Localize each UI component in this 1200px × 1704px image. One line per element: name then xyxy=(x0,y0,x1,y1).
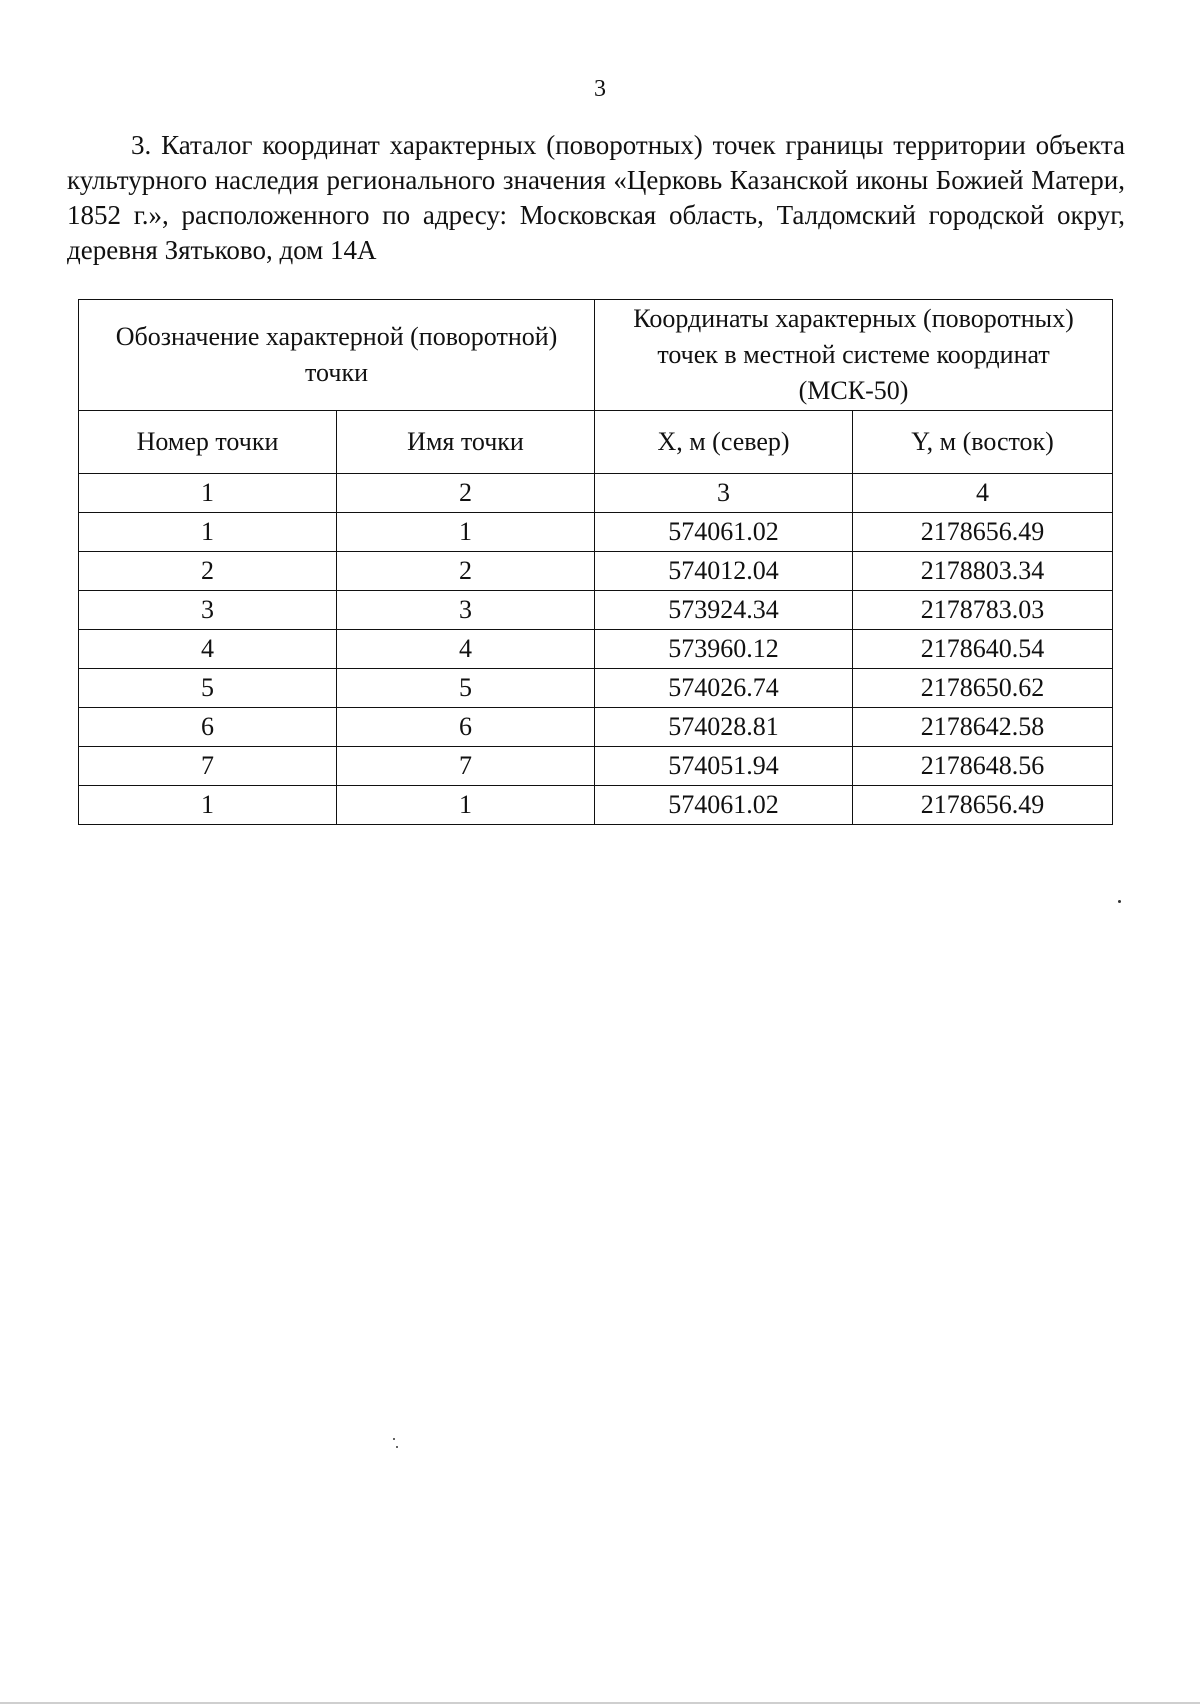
page-number: 3 xyxy=(594,76,606,102)
cell-point-name: 5 xyxy=(337,669,595,708)
cell-point-number: 7 xyxy=(79,747,337,786)
cell-point-name: 7 xyxy=(337,747,595,786)
cell-y: 2178650.62 xyxy=(853,669,1113,708)
cell-point-name: 4 xyxy=(337,630,595,669)
cell-x: 573960.12 xyxy=(595,630,853,669)
cell-point-name: 3 xyxy=(337,591,595,630)
cell-point-name: 1 xyxy=(337,513,595,552)
table-row xyxy=(79,513,1113,552)
column-index: 1 xyxy=(79,474,337,513)
cell-point-number: 6 xyxy=(79,708,337,747)
cell-y: 2178803.34 xyxy=(853,552,1113,591)
col-y: Y, м (восток) xyxy=(853,411,1113,474)
table-row xyxy=(79,708,1113,747)
scan-speck xyxy=(1118,900,1121,903)
cell-point-number: 1 xyxy=(79,513,337,552)
cell-x: 574028.81 xyxy=(595,708,853,747)
column-index: 3 xyxy=(595,474,853,513)
coordinates-table xyxy=(78,299,1113,825)
col-point-number: Номер точки xyxy=(79,411,337,474)
column-index-row xyxy=(79,474,1113,513)
header-coordinates: Координаты характерных (поворотных) точек в местной системе координат (МСК-50) xyxy=(595,300,1113,411)
cell-point-number: 4 xyxy=(79,630,337,669)
cell-x: 574012.04 xyxy=(595,552,853,591)
table-header-row xyxy=(79,300,1113,411)
column-index: 4 xyxy=(853,474,1113,513)
cell-point-number: 1 xyxy=(79,786,337,825)
cell-y: 2178656.49 xyxy=(853,513,1113,552)
table-row xyxy=(79,630,1113,669)
scan-speck xyxy=(396,1446,398,1448)
table-row xyxy=(79,669,1113,708)
cell-point-number: 5 xyxy=(79,669,337,708)
col-point-name: Имя точки xyxy=(337,411,595,474)
intro-paragraph: 3. Каталог координат характерных (поворотных) точек границы территории объекта культурного наследия регионального значения «Церковь Казанской иконы Божией Матери, 1852 г.», расположенного по адресу: Московская область, Талдомский городской округ, деревня Зятьково, дом 14А xyxy=(67,130,1125,265)
cell-x: 573924.34 xyxy=(595,591,853,630)
cell-y: 2178640.54 xyxy=(853,630,1113,669)
table-row xyxy=(79,747,1113,786)
cell-x: 574026.74 xyxy=(595,669,853,708)
cell-y: 2178642.58 xyxy=(853,708,1113,747)
cell-point-name: 6 xyxy=(337,708,595,747)
cell-x: 574051.94 xyxy=(595,747,853,786)
cell-x: 574061.02 xyxy=(595,513,853,552)
cell-point-name: 1 xyxy=(337,786,595,825)
cell-x: 574061.02 xyxy=(595,786,853,825)
cell-point-number: 2 xyxy=(79,552,337,591)
cell-y: 2178783.03 xyxy=(853,591,1113,630)
table-row xyxy=(79,591,1113,630)
cell-y: 2178656.49 xyxy=(853,786,1113,825)
cell-point-name: 2 xyxy=(337,552,595,591)
table-row xyxy=(79,552,1113,591)
cell-y: 2178648.56 xyxy=(853,747,1113,786)
cell-point-number: 3 xyxy=(79,591,337,630)
header-designation: Обозначение характерной (поворотной) точки xyxy=(79,300,595,411)
table-row xyxy=(79,786,1113,825)
scan-speck xyxy=(393,1438,395,1440)
column-index: 2 xyxy=(337,474,595,513)
table-subheader-row xyxy=(79,411,1113,474)
col-x: X, м (север) xyxy=(595,411,853,474)
